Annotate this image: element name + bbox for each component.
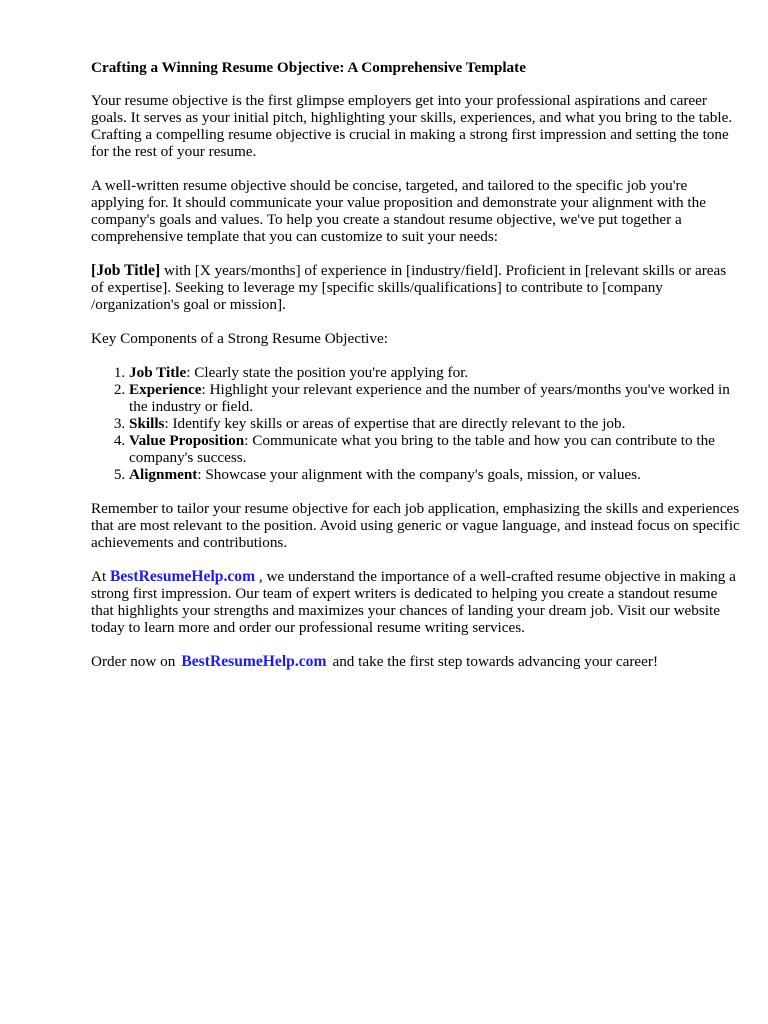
- component-term: Value Proposition: [129, 432, 245, 449]
- component-desc: : Highlight your relevant experience and the number of years/months you've worked in the industry or field.: [129, 381, 730, 415]
- list-item: [129, 415, 741, 432]
- list-item: [129, 432, 741, 466]
- template-job-title: [Job Title]: [91, 262, 161, 279]
- order-suffix: and take the first step towards advancing your career!: [332, 653, 659, 670]
- component-desc: : Showcase your alignment with the company's goals, mission, or values.: [197, 466, 641, 483]
- company-prefix: At: [91, 568, 110, 585]
- tailor-paragraph: Remember to tailor your resume objective for each job application, emphasizing the skills and experiences that are most relevant to the position. Avoid using generic or vague language, and instead focus on specific achievements and contributions.: [91, 500, 740, 551]
- document-title: Crafting a Winning Resume Objective: A Comprehensive Template: [91, 59, 526, 76]
- component-term: Job Title: [129, 364, 187, 381]
- components-heading: Key Components of a Strong Resume Objective:: [91, 330, 388, 347]
- component-term: Experience: [129, 381, 202, 398]
- company-paragraph: [91, 568, 741, 636]
- component-desc: : Clearly state the position you're applying for.: [186, 364, 469, 381]
- order-paragraph: [91, 653, 741, 670]
- document-page: [91, 58, 741, 687]
- intro-paragraph: Your resume objective is the first glimpse employers get into your professional aspirations and career goals. It serves as your initial pitch, highlighting your skills, experiences, and what you bring to the table. Crafting a compelling resume objective is crucial in making a strong first impression and setting the tone for the rest of your resume.: [91, 92, 733, 160]
- list-item: [129, 381, 741, 415]
- order-link[interactable]: BestResumeHelp.com: [181, 653, 327, 670]
- company-suffix: , we understand the importance of a well-crafted resume objective in making a strong first impression. Our team of expert writers is dedicated to helping you create a standout resume that highlights your strengths and maximizes your chances of landing your dream job. Visit our website today to learn more and order our professional resume writing services.: [91, 568, 736, 636]
- component-term: Alignment: [129, 466, 198, 483]
- order-prefix: Order now on: [91, 653, 176, 670]
- template-intro-paragraph: A well-written resume objective should be concise, targeted, and tailored to the specific job you're applying for. It should communicate your value proposition and demonstrate your alignment with the company's goals and values. To help you create a standout resume objective, we've put together a comprehensive template that you can customize to suit your needs:: [91, 177, 706, 245]
- component-desc: : Identify key skills or areas of expertise that are directly relevant to the job.: [164, 415, 626, 432]
- component-term: Skills: [129, 415, 165, 432]
- objective-template: [91, 262, 741, 313]
- components-list: [91, 364, 741, 483]
- list-item: [129, 466, 741, 483]
- bestresumehelp-link[interactable]: BestResumeHelp.com: [109, 568, 256, 585]
- list-item: [129, 364, 741, 381]
- component-desc: : Communicate what you bring to the table and how you can contribute to the company's success.: [129, 432, 715, 466]
- template-body: with [X years/months] of experience in [industry/field]. Proficient in [relevant skills or areas of expertise]. Seeking to leverage my [specific skills/qualifications] to contribute to [company /organization's goal or mission].: [91, 262, 727, 313]
